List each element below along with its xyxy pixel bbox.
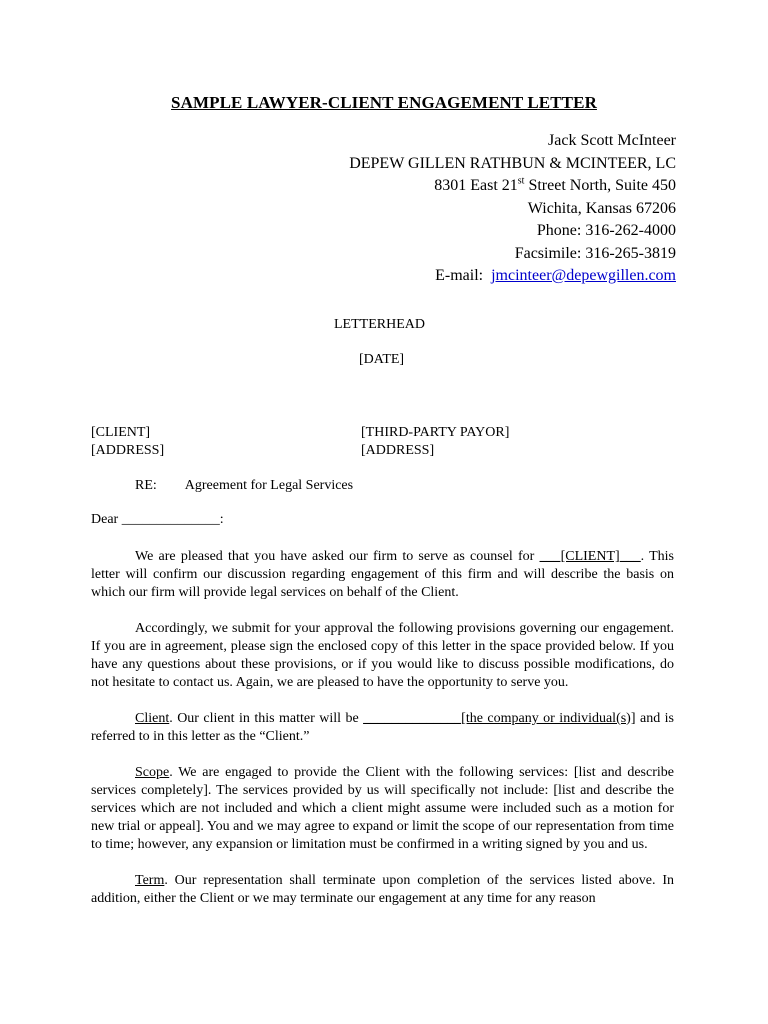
sender-name: Jack Scott McInteer (548, 132, 676, 149)
client-address-block (91, 424, 164, 459)
street-part-1: 8301 East 21 (434, 177, 518, 194)
letterhead-placeholder: LETTERHEAD (334, 317, 425, 332)
client-placeholder: ___[CLIENT]___ (539, 549, 641, 564)
email-link[interactable]: jmcinteer@depewgillen.com (491, 267, 676, 284)
term-text: . Our representation shall terminate upon completion of the services listed above. In addition, either the Client or we may terminate our engagement at any time for any reason (91, 873, 674, 906)
email-label: E-mail: (435, 267, 492, 284)
term-heading: Term (135, 873, 165, 888)
payor-name: [THIRD-PARTY PAYOR] (361, 425, 510, 440)
scope-text: . We are engaged to provide the Client with the following services: [list and describe services completely]. The services provided by us will specifically not include: [list and describe the services which are not included and which a client might assume were included such as a motion for new trial or appeal]. You and we may agree to expand or limit the scope of our representation from time to time; however, any expansion or limitation must be confirmed in a writing signed by you and us. (91, 765, 674, 852)
client-blank: ______________[the company or individual(s)] (363, 711, 636, 726)
client-address: [ADDRESS] (91, 442, 165, 458)
intro-text-cont: . This letter will confirm our discussion regarding engagement of this firm and will describe the basis on which our firm will provide legal services on behalf of the Client. (91, 549, 675, 600)
intro-text: We are pleased that you have asked our firm to serve as counsel for (135, 549, 540, 564)
street-part-2: Street North, Suite 450 (524, 177, 676, 194)
re-line (135, 478, 353, 494)
salutation: Dear ______________: (91, 512, 224, 527)
paragraph-scope (91, 764, 674, 854)
paragraph-approval: Accordingly, we submit for your approval the following provisions governing our engagement. If you are in agreement, please sign the enclosed copy of this letter in the space provided below. If you have any questions about these provisions, or if you would like to discuss possible modifications, do not hesitate to contact us. Again, we are pleased to have the opportunity to serve you. (91, 621, 674, 690)
payor-address-block (361, 424, 509, 459)
client-text: . Our client in this matter will be (169, 711, 364, 726)
sender-phone: Phone: 316-262-4000 (536, 222, 676, 239)
sender-city: Wichita, Kansas 67206 (527, 199, 676, 217)
letter-body (91, 548, 674, 926)
date-placeholder: [DATE] (359, 352, 405, 367)
payor-address: [ADDRESS] (361, 442, 435, 458)
sender-email-line (349, 265, 676, 288)
paragraph-intro (91, 548, 674, 602)
sender-fax: Facsimile: 316-265-3819 (514, 244, 676, 262)
sender-street (349, 175, 676, 198)
client-name: [CLIENT] (91, 425, 151, 440)
client-text-cont: and is referred to in this letter as the “Client.” (91, 711, 674, 744)
paragraph-term (91, 872, 674, 908)
street-ordinal: st (517, 175, 525, 187)
re-label: RE: (135, 478, 157, 493)
document-title: SAMPLE LAWYER-CLIENT ENGAGEMENT LETTER (171, 93, 597, 112)
sender-block (349, 130, 676, 288)
sender-firm: DEPEW GILLEN RATHBUN & MCINTEER, LC (349, 154, 676, 172)
re-subject: Agreement for Legal Services (184, 478, 354, 493)
paragraph-client (91, 710, 674, 746)
scope-heading: Scope (135, 765, 170, 780)
client-heading: Client (135, 711, 170, 726)
